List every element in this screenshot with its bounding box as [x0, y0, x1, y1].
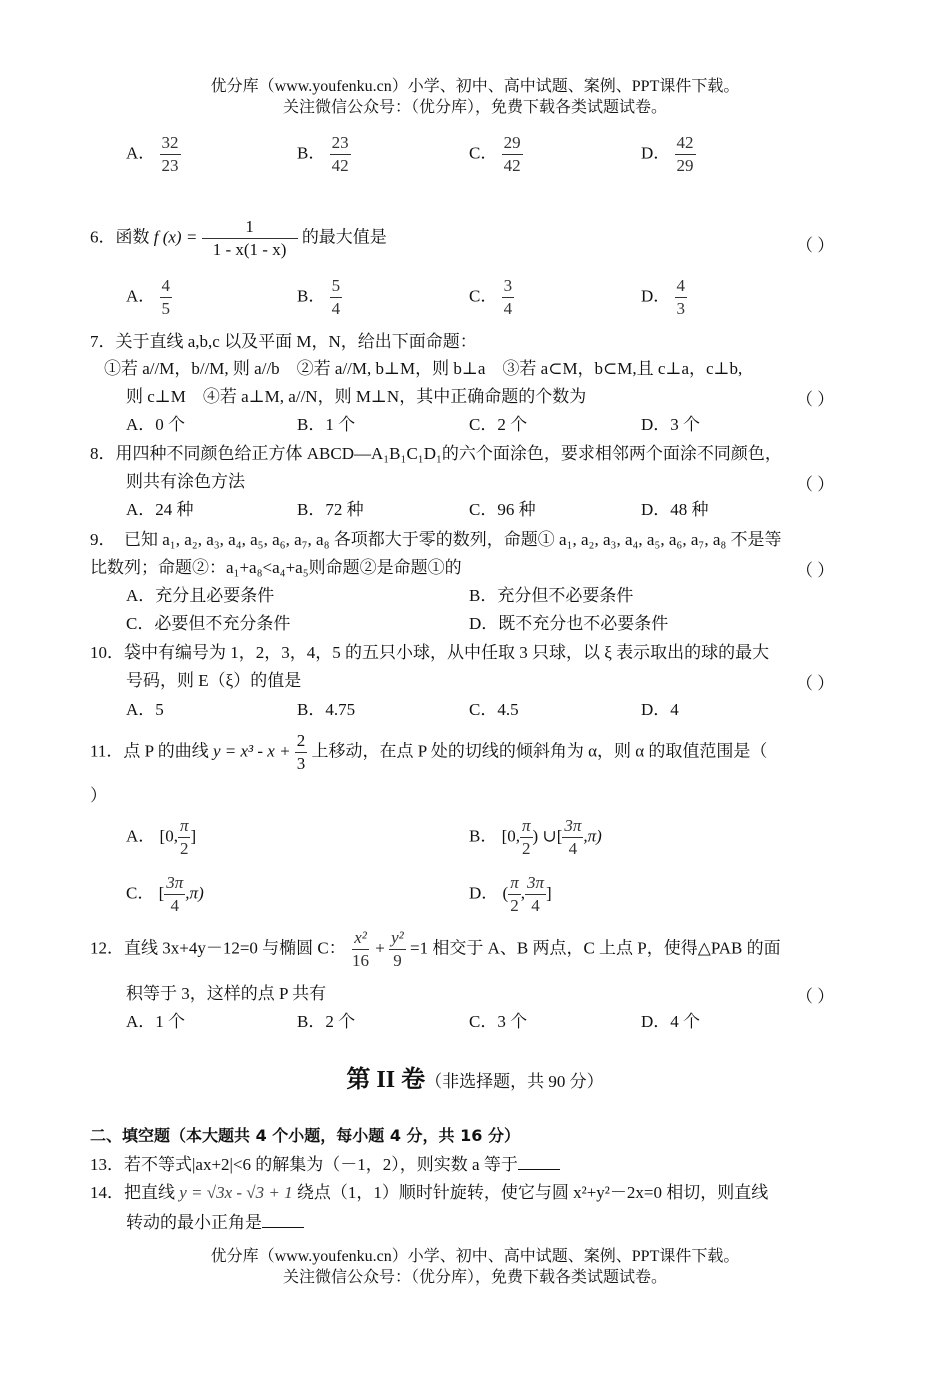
- q6-fraction-c: [502, 275, 515, 320]
- q9-option-d: D．既不充分也不必要条件: [469, 614, 669, 633]
- q10-line-2: 号码，则 E（ξ）的值是: [126, 671, 302, 690]
- q6-option-b: [297, 275, 342, 320]
- fraction-num: 4: [675, 275, 688, 298]
- option-label: B．: [297, 143, 326, 163]
- q7-line-1: 7．关于直线 a,b,c 以及平面 M，N，给出下面命题：: [90, 332, 477, 351]
- q6-prefix: 6．函数: [90, 227, 150, 247]
- header-line-1: 优分库（www.youfenku.cn）小学、初中、高中试题、案例、PPT课件下载。: [210, 78, 740, 95]
- q9-option-b: B．充分但不必要条件: [469, 586, 634, 605]
- q12-suffix: =1 相交于 A、B 两点，C 上点 P，使得△PAB 的面: [410, 938, 781, 958]
- fraction-num: π: [508, 872, 521, 895]
- q8-option-c: C．96 种: [469, 500, 536, 519]
- bracket-close: ,π): [583, 826, 602, 846]
- q12-option-d: D．4 个: [641, 1012, 701, 1031]
- fraction-den: 16: [352, 951, 370, 970]
- option-label: C．: [126, 883, 155, 903]
- question-6: [90, 216, 387, 261]
- fraction-den: 1 - x(1 - x): [212, 240, 287, 259]
- option-label: A．: [126, 143, 156, 163]
- q6-fraction-d: [675, 275, 688, 320]
- fraction-num: π: [520, 815, 533, 838]
- q9-line-1: 9． 已知 a₁, a₂, a₃, a₄, a₅, a₆, a₇, a₈ 各项都大于零的数列，命题① a₁, a₂, a₃, a₄, a₅, a₆, a₇, a₈ 不是等: [90, 530, 782, 549]
- q14-line-2: [126, 1210, 304, 1235]
- q9-option-c: C．必要但不充分条件: [126, 614, 291, 633]
- fraction-den: 2: [522, 839, 531, 858]
- fraction-num: 29: [502, 132, 523, 155]
- q11-fraction: [295, 730, 308, 775]
- fraction-num: 3π: [525, 872, 546, 895]
- q11-prefix: 11．点 P 的曲线: [90, 741, 209, 761]
- fraction-den: 4: [170, 896, 180, 915]
- option-label: C．: [469, 143, 498, 163]
- q5-option-c: [469, 132, 523, 177]
- section-subtitle: （非选择题，共 90 分）: [425, 1072, 604, 1091]
- q7-answer-paren: （ ）: [796, 390, 835, 409]
- q6-suffix: 的最大值是: [301, 227, 387, 247]
- q8-option-b: B．72 种: [297, 500, 364, 519]
- q10-option-b: B．4.75: [297, 700, 356, 719]
- q14-prefix: 14．把直线: [90, 1183, 175, 1202]
- option-label: A．: [126, 826, 156, 846]
- fraction-num: y²: [389, 927, 406, 950]
- q14-line-2-text: 转动的最小正角是: [126, 1213, 262, 1232]
- q11-line-2: ）: [90, 786, 107, 805]
- option-label: B．: [297, 286, 326, 306]
- footer-line-1: 优分库（www.youfenku.cn）小学、初中、高中试题、案例、PPT课件下载。: [210, 1248, 740, 1265]
- q9-line-2: 比数列；命题②：a₁+a₈<a₄+a₅则命题②是命题①的: [90, 558, 462, 577]
- fill-heading: 二、填空题（本大题共 4 个小题，每小题 4 分，共 16 分）: [90, 1126, 520, 1145]
- fraction-num: 3π: [164, 872, 185, 895]
- q12-fraction-x: [350, 927, 371, 972]
- fraction-den: 3: [296, 754, 306, 773]
- q11-b-fraction-2: [562, 815, 583, 860]
- q12-option-b: B．2 个: [297, 1012, 356, 1031]
- fraction-den: 3: [676, 299, 686, 318]
- q6-fraction-b: [330, 275, 343, 320]
- fraction-den: 5: [161, 299, 171, 318]
- q12-fraction-y: [389, 927, 406, 972]
- q14-formula: y = √3x - √3 + 1: [179, 1183, 293, 1202]
- q11-d-fraction-2: [525, 872, 546, 917]
- fraction-den: 4: [531, 896, 540, 915]
- q13-answer-blank[interactable]: [518, 1152, 560, 1170]
- q7-option-b: B．1 个: [297, 415, 356, 434]
- q14-answer-blank[interactable]: [262, 1210, 304, 1228]
- q8-option-d: D．48 种: [641, 500, 709, 519]
- q12-option-c: C．3 个: [469, 1012, 528, 1031]
- section-2-title: [0, 1064, 950, 1098]
- q11-d-fraction-1: [508, 872, 521, 917]
- option-label: D．: [641, 143, 671, 163]
- fraction-num: 32: [160, 132, 181, 155]
- fraction-den: 42: [331, 156, 349, 175]
- option-label: D．: [469, 883, 499, 903]
- fraction-den: 4: [568, 839, 578, 858]
- q13-text: 13．若不等式|ax+2|<6 的解集为（－1，2），则实数 a 等于: [90, 1155, 518, 1174]
- fraction-num: 23: [330, 132, 351, 155]
- q6-option-a: [126, 275, 172, 320]
- q10-option-a: A．5: [126, 700, 164, 719]
- q12-answer-paren: （ ）: [796, 987, 835, 1006]
- q8-answer-paren: （ ）: [796, 475, 835, 494]
- q12-prefix: 12．直线 3x+4y－12=0 与椭圆 C：: [90, 938, 346, 958]
- q8-line-1: 8．用四种不同颜色给正方体 ABCD—A₁B₁C₁D₁的六个面涂色，要求相邻两个面涂不同颜色，: [90, 444, 782, 463]
- q8-option-a: A．24 种: [126, 500, 194, 519]
- fraction-den: 42: [503, 156, 521, 175]
- q6-function: f (x) =: [153, 227, 198, 247]
- option-label: C．: [469, 286, 498, 306]
- fraction-num: 3: [502, 275, 515, 298]
- q10-option-d: D．4: [641, 700, 679, 719]
- question-13: [90, 1152, 560, 1177]
- question-14: [90, 1181, 768, 1205]
- q6-option-c: [469, 275, 514, 320]
- q7-option-a: A．0 个: [126, 415, 186, 434]
- fraction-num: 5: [330, 275, 343, 298]
- q10-answer-paren: （ ）: [796, 674, 835, 693]
- fraction-num: 3π: [562, 815, 583, 838]
- fraction-num: x²: [352, 927, 369, 950]
- q11-option-c: [126, 872, 204, 917]
- question-11: [90, 730, 767, 775]
- q6-option-d: [641, 275, 687, 320]
- q11-option-a: [126, 815, 196, 860]
- fraction-den: 4: [331, 299, 341, 318]
- fraction-num: π: [178, 815, 191, 838]
- option-label: D．: [641, 286, 671, 306]
- fraction-num: 2: [295, 730, 308, 753]
- q11-b-fraction-1: [520, 815, 533, 860]
- footer-line-2: 关注微信公众号：（优分库），免费下载各类试题试卷。: [282, 1269, 667, 1286]
- q7-option-d: D．3 个: [641, 415, 701, 434]
- q7-line-2: ①若 a//M，b//M, 则 a//b ②若 a//M, b⊥M，则 b⊥a ③若 a⊂M，b⊂M,且 c⊥a，c⊥b,: [104, 359, 743, 378]
- q11-option-b: [469, 815, 602, 860]
- q5-fraction-c: [502, 132, 523, 177]
- q11-formula: y = x³ - x +: [212, 741, 291, 761]
- fraction-num: 1: [202, 216, 298, 239]
- fraction-num: 4: [160, 275, 173, 298]
- q6-fraction: [202, 216, 298, 261]
- q12-line-2: 积等于 3，这样的点 P 共有: [126, 984, 327, 1003]
- q5-option-a: [126, 132, 181, 177]
- q11-a-fraction: [178, 815, 191, 860]
- q11-c-fraction: [164, 872, 185, 917]
- question-12: [90, 927, 781, 972]
- q6-answer-paren: （ ）: [796, 236, 835, 255]
- q5-fraction-b: [330, 132, 351, 177]
- q11-suffix: 上移动，在点 P 处的切线的倾斜角为 α，则 α 的取值范围是（: [311, 741, 768, 761]
- comma: ,: [520, 883, 525, 903]
- q5-option-d: [641, 132, 696, 177]
- bracket-open: [0,: [159, 826, 178, 846]
- q14-suffix: 绕点（1，1）顺时针旋转，使它与圆 x²+y²－2x=0 相切，则直线: [296, 1183, 769, 1202]
- q6-fraction-a: [160, 275, 173, 320]
- fraction-den: 4: [503, 299, 513, 318]
- bracket-open: (: [502, 883, 509, 903]
- q5-fraction-a: [160, 132, 181, 177]
- q12-option-a: A．1 个: [126, 1012, 186, 1031]
- option-label: B．: [469, 826, 498, 846]
- fraction-den: 2: [510, 896, 519, 915]
- q9-answer-paren: （ ）: [796, 561, 835, 580]
- option-label: A．: [126, 286, 156, 306]
- fraction-den: 29: [676, 156, 694, 175]
- q8-line-2: 则共有涂色方法: [126, 472, 245, 491]
- fraction-den: 23: [161, 156, 179, 175]
- fraction-den: 9: [393, 951, 402, 970]
- fraction-num: 42: [675, 132, 696, 155]
- q5-option-b: [297, 132, 351, 177]
- q10-line-1: 10．袋中有编号为 1，2，3，4，5 的五只小球，从中任取 3 只球，以 ξ 表示取出的球的最大: [90, 643, 770, 662]
- q5-fraction-d: [675, 132, 696, 177]
- bracket-close: ,π): [185, 883, 204, 903]
- q11-option-d: [469, 872, 552, 917]
- fraction-den: 2: [179, 839, 189, 858]
- bracket-open: [: [158, 883, 165, 903]
- q10-option-c: C．4.5: [469, 700, 519, 719]
- bracket-close: ]: [546, 883, 552, 903]
- plus: +: [375, 938, 385, 958]
- q7-option-c: C．2 个: [469, 415, 528, 434]
- bracket-close: ]: [190, 826, 197, 846]
- q9-option-a: A．充分且必要条件: [126, 586, 275, 605]
- section-title: 第 II 卷: [346, 1067, 426, 1093]
- header-line-2: 关注微信公众号：（优分库），免费下载各类试题试卷。: [282, 99, 667, 116]
- bracket-open: [0,: [501, 826, 521, 846]
- q7-line-3: 则 c⊥M ④若 a⊥M, a//N，则 M⊥N，其中正确命题的个数为: [126, 387, 587, 406]
- union: ) ∪[: [532, 826, 563, 846]
